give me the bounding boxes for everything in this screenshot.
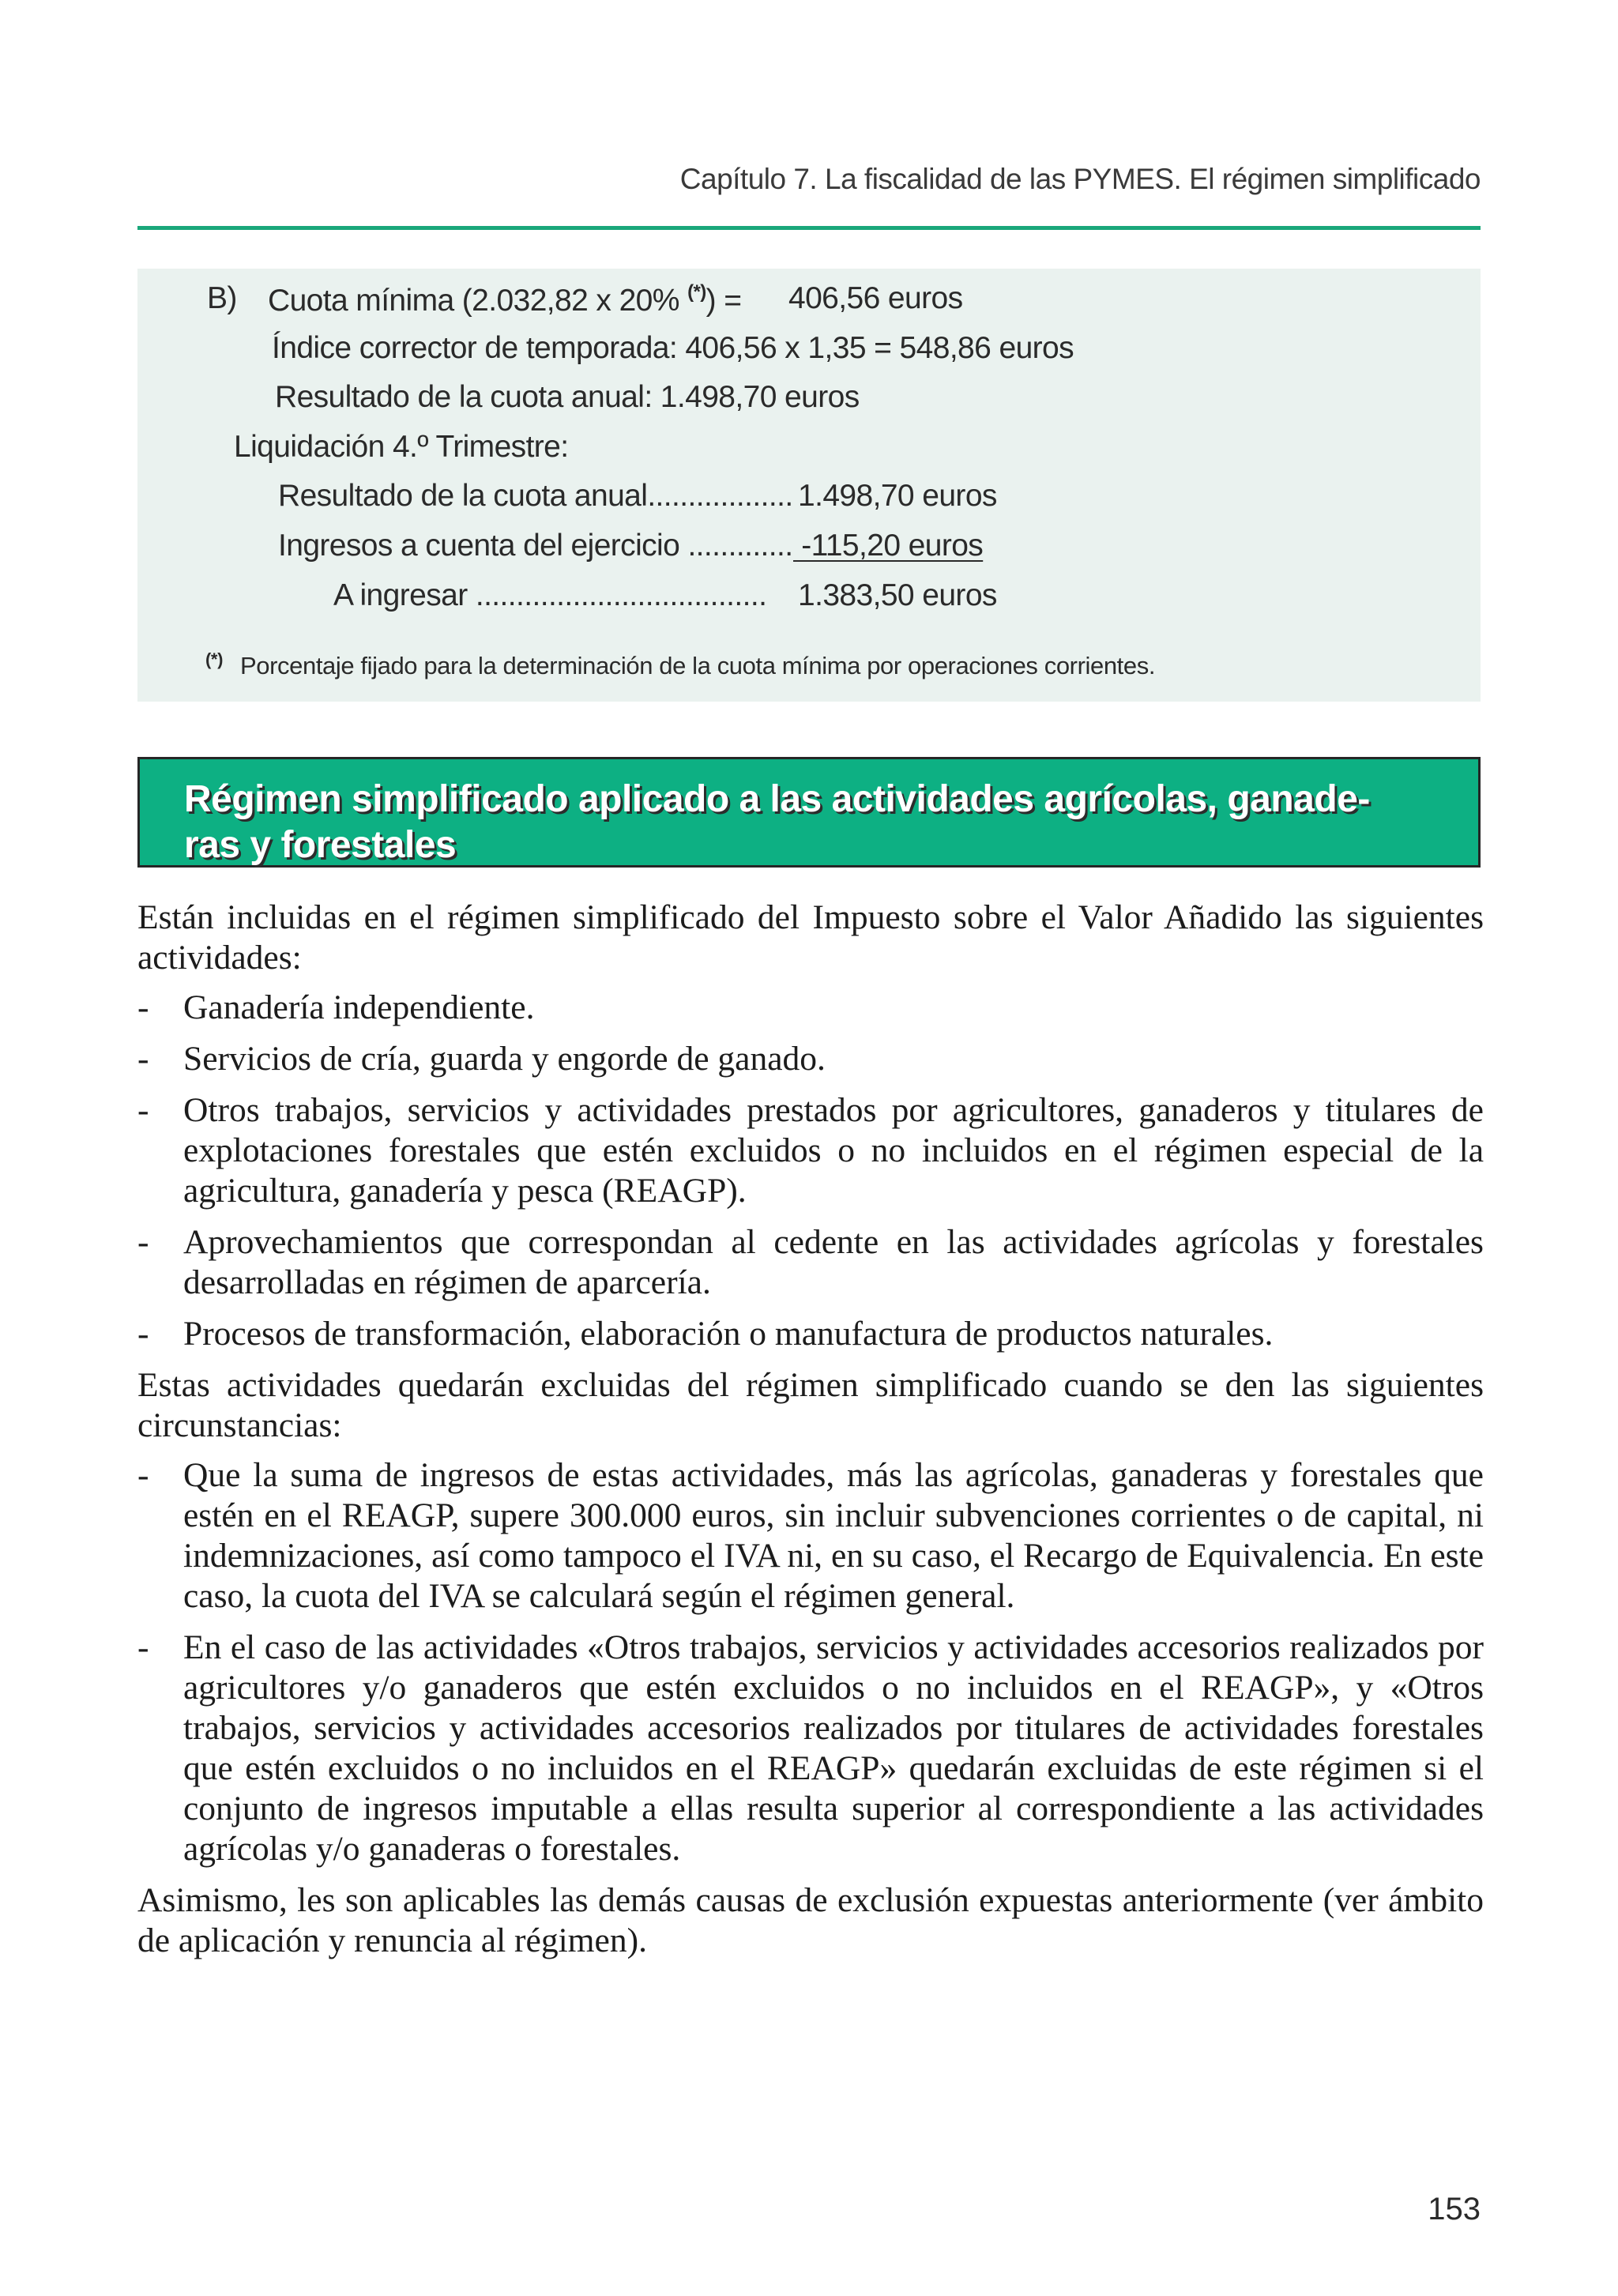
row-label-a-ingresar: A ingresar .................................... [333, 578, 767, 612]
cuota-minima-mark: (*) [687, 281, 706, 303]
intro-paragraph: Están incluidas en el régimen simplificado del Impuesto sobre el Valor Añadido las siguientes actividades: [137, 898, 1484, 977]
list-item: - Aprovechamientos que correspondan al cedente en las actividades agrícolas y forestales desarrolladas en régimen de aparcería. [137, 1223, 1484, 1301]
list-item: - Ganadería independiente. [137, 988, 535, 1026]
exclusions-list [137, 1455, 1484, 1869]
section-heading-banner [137, 757, 1481, 868]
footnote-text: Porcentaje fijado para la determinación de la cuota mínima por operaciones corrientes. [240, 652, 1156, 679]
calculation-box [137, 269, 1481, 702]
cuota-minima-line [268, 283, 741, 316]
row-value-a-ingresar: 1.383,50 euros [798, 578, 997, 612]
cuota-minima-text: Cuota mínima (2.032,82 x 20% [268, 284, 688, 318]
list-item: - Que la suma de ingresos de estas actividades, más las agrícolas, ganaderas y forestales que estén en el REAGP, supere 300.000 euros, sin incluir subvenciones corrientes o de capital, ni indemnizaciones, así como tampoco el IVA ni, en su caso, el Recargo de Equivalencia. En este caso, la cuota del IVA se calculará según el régimen general. [137, 1456, 1484, 1615]
section-title [184, 777, 1440, 868]
running-header: Capítulo 7. La fiscalidad de las PYMES. El régimen simplificado [679, 163, 1481, 195]
closing-paragraph: Asimismo, les son aplicables las demás causas de exclusión expuestas anteriormente (ver ámbito de aplicación y renuncia al régimen). [137, 1881, 1484, 1959]
cuota-minima-equals: ) = [706, 284, 742, 318]
list-item: - Otros trabajos, servicios y actividades prestados por agricultores, ganaderos y titulares de explotaciones forestales que estén excluidos o no incluidos en el régimen especial de la agricultura, ganadería y pesca (REAGP). [137, 1091, 1484, 1210]
row-label-resultado: Resultado de la cuota anual.................. [278, 479, 793, 513]
row-label-ingresos-cuenta: Ingresos a cuenta del ejercicio ............. [278, 529, 793, 563]
section-title-line-2: ras y forestales [184, 824, 457, 866]
page-number: 153 [1428, 2192, 1481, 2226]
resultado-cuota-line: Resultado de la cuota anual: 1.498,70 euros [275, 380, 860, 414]
row-value-resultado: 1.498,70 euros [798, 479, 997, 513]
exclusion-intro-paragraph: Estas actividades quedarán excluidas del régimen simplificado cuando se den las siguientes circunstancias: [137, 1366, 1484, 1444]
item-b-label: B) [207, 281, 237, 315]
body-text [137, 898, 1484, 1970]
list-item: - Servicios de cría, guarda y engorde de ganado. [137, 1040, 826, 1078]
indice-corrector-line: Índice corrector de temporada: 406,56 x 1,35 = 548,86 euros [272, 331, 1074, 365]
row-value-ingresos-cuenta: -115,20 euros [793, 529, 984, 563]
list-item: - En el caso de las actividades «Otros trabajos, servicios y actividades accesorios realizados por agricultores y/o ganaderos que estén excluidos o no incluidos en el REAGP», y «Otros trabajos, servicios y actividades accesorios realizados por titulares de actividades forestales que estén excluidos o no incluidos en el REAGP» quedarán excluidas de este régimen si el conjunto de ingresos imputable a ellas resulta superior al correspondiente a las actividades agrícolas y/o ganaderas o forestales. [137, 1628, 1484, 1868]
header-rule [137, 226, 1481, 230]
section-title-line-1: Régimen simplificado aplicado a las actividades agrícolas, ganade- [184, 778, 1370, 820]
liquidacion-heading: Liquidación 4.º Trimestre: [234, 430, 569, 464]
activities-list [137, 988, 1484, 1354]
cuota-minima-value: 406,56 euros [788, 281, 963, 315]
list-item: - Procesos de transformación, elaboración o manufactura de productos naturales. [137, 1315, 1274, 1353]
footnote-mark: (*) [205, 649, 224, 669]
